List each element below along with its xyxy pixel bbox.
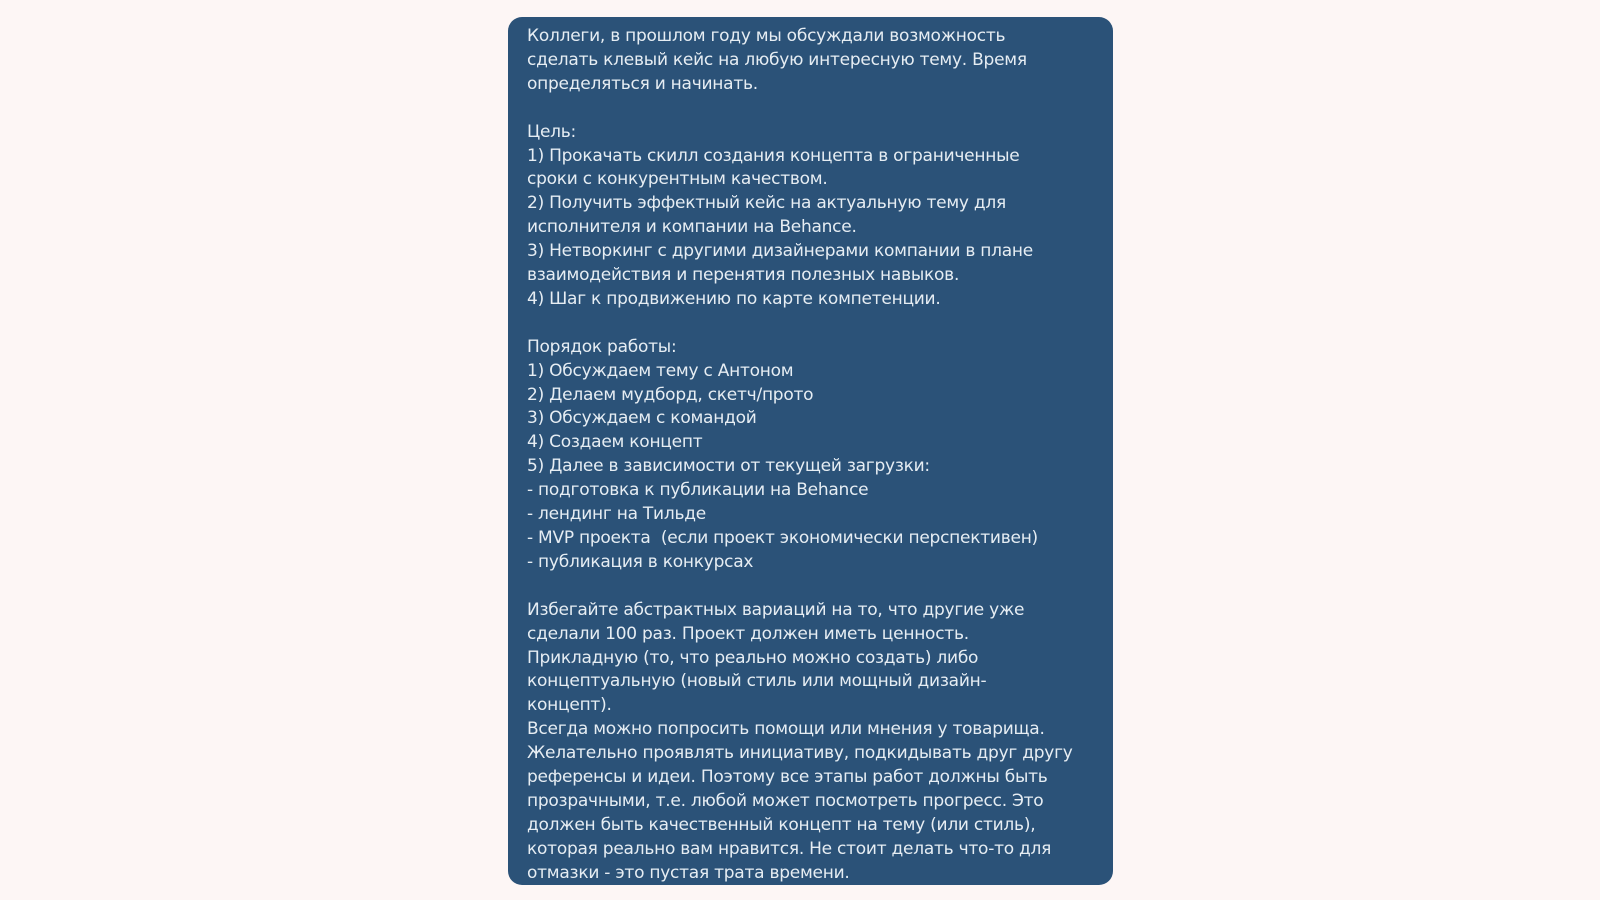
message-line [527,97,1095,121]
message-line: 5) Далее в зависимости от текущей загрузки: [527,456,930,477]
message-line: определяться и начинать. [527,73,758,94]
message-line: 3) Обсуждаем с командой [527,408,757,429]
message-line: исполнителя и компании на Behance. [527,217,857,238]
message-line: - лендинг на Тильде [527,504,706,525]
message-line: - публикация в конкурсах [527,551,754,572]
message-line: Цель: [527,121,577,142]
message-line [527,575,1095,599]
message-line: Всегда можно попросить помощи или мнения у товарища. [527,719,1045,740]
message-text [527,25,1095,885]
message-line: сроки с конкурентным качеством. [527,169,828,190]
message-bubble[interactable] [508,17,1113,885]
message-line: взаимодействия и перенятия полезных навыков. [527,265,960,286]
message-line: 4) Создаем концепт [527,432,703,453]
message-line: Желательно проявлять инициативу, подкидывать друг другу [527,743,1073,764]
message-line: концептуальную (новый стиль или мощный дизайн- [527,671,987,692]
message-line: 2) Получить эффектный кейс на актуальную тему для [527,193,1006,214]
message-line: Порядок работы: [527,336,677,357]
message-line: 1) Обсуждаем тему с Антоном [527,360,794,381]
message-line: должен быть качественный концепт на тему (или стиль), [527,814,1036,835]
message-line: - MVP проекта (если проект экономически перспективен) [527,528,1038,548]
message-line: 4) Шаг к продвижению по карте компетенции. [527,288,941,309]
message-line: прозрачными, т.е. любой может посмотреть прогресс. Это [527,790,1044,811]
message-line: - подготовка к публикации на Behance [527,480,869,501]
message-line: 2) Делаем мудборд, скетч/прото [527,384,814,405]
message-line: сделали 100 раз. Проект должен иметь ценность. [527,623,969,644]
message-line: отмазки - это пустая трата времени. [527,862,850,883]
message-line: которая реально вам нравится. Не стоит делать что-то для [527,838,1052,859]
message-line: Прикладную (то, что реально можно создать) либо [527,647,979,668]
message-line: Избегайте абстрактных вариаций на то, что другие уже [527,599,1025,620]
message-line: концепт). [527,695,612,716]
message-line: 1) Прокачать скилл создания концепта в ограниченные [527,145,1020,166]
message-line: сделать клевый кейс на любую интересную тему. Время [527,49,1027,70]
message-line: референсы и идеи. Поэтому все этапы работ должны быть [527,767,1048,788]
message-line [527,312,1095,336]
message-line: 3) Нетворкинг с другими дизайнерами компании в плане [527,241,1033,262]
message-line: Коллеги, в прошлом году мы обсуждали возможность [527,26,1006,46]
